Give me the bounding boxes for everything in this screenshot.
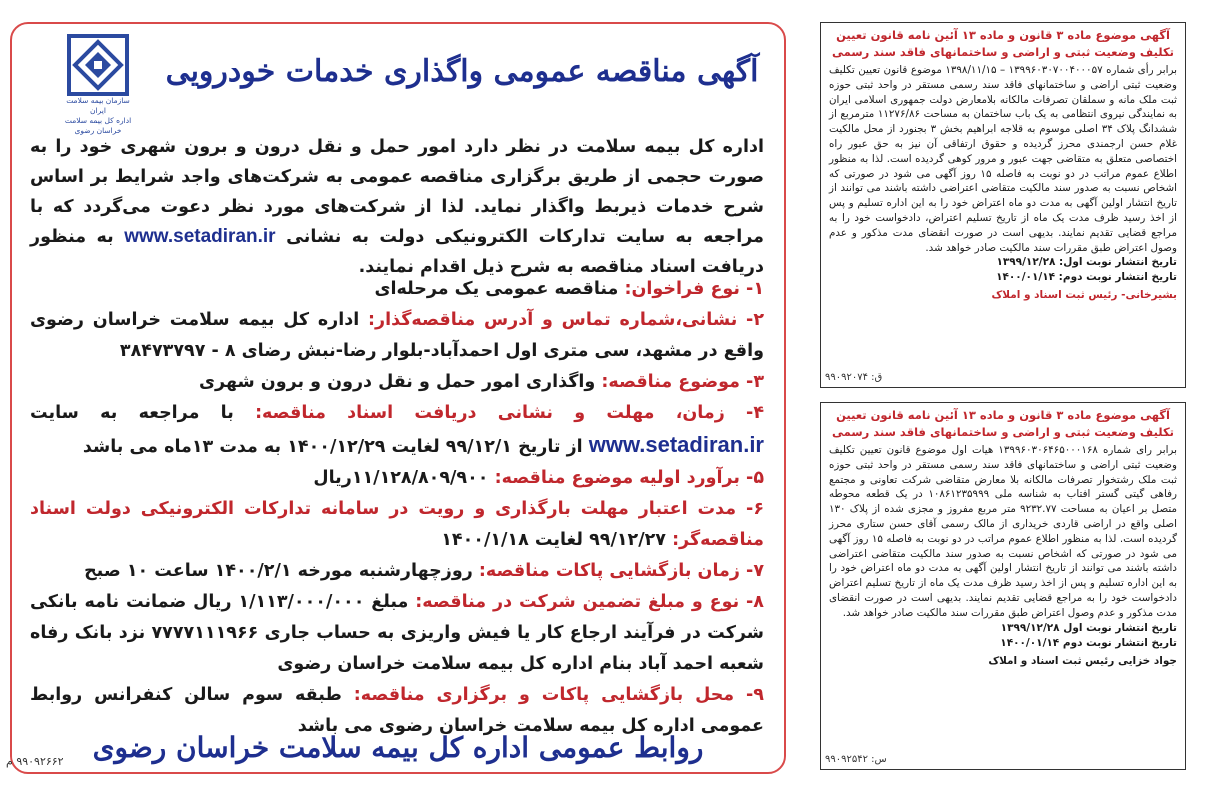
item-text: مناقصه عمومی یک مرحله‌ای [374, 279, 625, 299]
notice-signature: جواد خزایی رئیس ثبت اسناد و املاک [988, 654, 1177, 667]
notice-body: برابر رأی شماره ۱۳۹۹۶۰۳۰۷۰۰۴۰۰۰۵۷ – ۱۳۹۸/۱۱/۱۵ موضوع قانون تعیین تکلیف وضعیت ثبتی اراضی و ساختمانهای فاقد سند رسمی مستقر در واحد ثبتی حوزه ثبت ملک مانه و سملقان تصرفات مالکانه بلامعارض دولت جمهوری اسلامی ایران به نمایندگی نیروی انتظامی به یک باب ساختمان به مساحت ۱۱۲۷۶/۸۶ مترمربع از ششدانگ پلاک ۳۴ اصلی موسوم به قلاجه ابراهیم بخش ۳ بجنورد از محل مالکیت غلام حسن ارجمندی محرز گردیده و حقوق ارتفاقی آن نیز به حق عبور راه اختصاصی متعلق به متقاضی جهت عبور و مرور کوهی گردیده است. لذا به منظور اطلاع عموم مراتب در دو نوبت به فاصله ۱۵ روز آگهی می شود در صورتی که اشخاص نسبت به صدور سند مالکیت متقاضی اعتراضی داشته باشند می توانند از تاریخ انتشار اولین آگهی به مدت دو ماه اعتراض خود را به این اداره تسلیم و پس از اخذ رسید ظرف مدت یک ماه از تاریخ تسلیم اعتراض، دادخواست خود را به مراجع قضایی تقدیم نمایند. بدیهی است در صورت انقضای مدت مذکور و عدم وصول اعتراض طبق مقررات سند مالکیت صادر خواهد شد. [829, 64, 1178, 254]
item-label: ۵- برآورد اولیه موضوع مناقصه: [494, 468, 764, 488]
item-4 [30, 398, 764, 463]
item-label: ۹- محل بازگشایی پاکات و برگزاری مناقصه: [353, 685, 764, 705]
item-text: با مراجعه به سایت [30, 403, 256, 423]
item-5 [30, 463, 764, 494]
notice-date-2: تاریخ انتشار نوبت دوم ۱۴۰۰/۰۱/۱۴ [1000, 636, 1177, 649]
item-text: مبلغ ۱/۱۱۳/۰۰۰/۰۰۰ ریال ضمانت نامه بانکی شرکت در فرآیند ارجاع کار یا فیش واریزی به حساب جاری ۷۷۷۷۱۱۱۹۶۶ نزد بانک رفاه شعبه احمد آباد بنام اداره کل بیمه سلامت خراسان رضوی [30, 592, 764, 674]
item-text: طبقه سوم سالن کنفرانس روابط عمومی اداره کل بیمه سلامت خراسان رضوی می باشد [30, 685, 764, 736]
item-label: ۴- زمان، مهلت و نشانی دریافت اسناد مناقصه: [255, 403, 764, 423]
item-2 [30, 305, 764, 367]
tender-items [30, 274, 764, 742]
item-text: ۹۹/۱۲/۲۷ لغایت ۱۴۰۰/۱/۱۸ [441, 530, 673, 550]
tender-advertisement [6, 22, 786, 774]
main-footer-signature: روابط عمومی اداره کل بیمه سلامت خراسان رضوی [92, 731, 704, 764]
notice-top [820, 22, 1186, 388]
notice-date-1: تاریخ انتشار نوبت اول ۱۳۹۹/۱۲/۲۸ [1000, 621, 1177, 634]
main-title: آگهی مناقصه عمومی واگذاری خدمات خودرویی [165, 54, 759, 89]
item-label: ۳- موضوع مناقصه: [601, 372, 764, 392]
item-text-2: از تاریخ ۹۹/۱۲/۱ لغایت ۱۴۰۰/۱۲/۲۹ به مدت ۱۳ماه می باشد [82, 437, 589, 457]
ad-code: ۹۹۰۹۲۶۶۲ م [6, 755, 64, 768]
item-label: ۸- نوع و مبلغ تضمین شرکت در مناقصه: [415, 592, 764, 612]
notice-code: ۹۹۰۹۲۵۴۲ :س [825, 754, 887, 765]
logo-caption-1: سازمان بیمه سلامت ایران [66, 96, 130, 115]
notice-signature: بشیرخانی- رئیس ثبت اسناد و املاک [991, 289, 1177, 302]
notice-body: برابر رای شماره ۱۳۹۹۶۰۳۰۶۴۶۵۰۰۰۱۶۸ هیات اول موضوع قانون تعیین تکلیف وضعیت ثبتی اراضی و ساختمانهای فاقد سند رسمی مستقر در واحد ثبتی حوزه ثبت ملک رشتخوار تصرفات مالکانه بلا معارض متقاضی شرکت تعاونی و مجتمع رفاهی گیتی گستر افتاب به شناسه ملی ۱۰۸۶۱۲۳۵۹۹۹ در یک قطعه محوطه متصل بر اعیان به مساحت ۹۲۳۲.۷۷ متر مربع مفروز و مجزی شده از پلاک ۱۳۰ اصلی واقع در اراضی قاردی خریداری از مالک رسمی آقای حسن ستاری محرز گردیده است. لذا به منظور اطلاع عموم مراتب در دو نوبت به فاصله ۱۵ روز آگهی می شود در صورتی که اشخاص نسبت به صدور سند مالکیت متقاضی اعتراضی داشته باشند می توانند از تاریخ انتشار اولین آگهی به مدت دو ماه اعتراض خود را به این اداره تسلیم و پس از اخذ رسید ظرف مدت یک ماه از تاریخ تسلیم اعتراض دادخواست خود را به مراجع قضایی تقدیم نمایند. بدیهی است در صورت انقضای مدت مذکور و عدم وصول اعتراض طبق مقررات سند مالکیت صادر خواهد شد. [829, 444, 1177, 619]
notice-code: ۹۹۰۹۲۰۷۴ :ق [825, 372, 883, 383]
intro-paragraph [30, 132, 764, 282]
item-url: www.setadiran.ir [588, 432, 764, 457]
logo-caption-2: اداره کل بیمه سلامت خراسان رضوی [64, 116, 132, 135]
item-text: واگذاری امور حمل و نقل درون و برون شهری [199, 372, 602, 392]
item-label: ۷- زمان بازگشایی پاکات مناقصه: [478, 561, 764, 581]
item-label: ۶- مدت اعتبار مهلت بارگذاری و رویت در سامانه تدارکات الکترونیکی دولت اسناد مناقصه‌گر: [30, 499, 764, 550]
notice-title: آگهی موضوع ماده ۳ قانون و ماده ۱۳ آئین نامه قانون تعیین تکلیف وضعیت ثبتی و اراضی و ساختمانهای فاقد سند رسمی [832, 408, 1174, 439]
item-1 [30, 274, 764, 305]
item-label: ۱- نوع فراخوان: [624, 279, 764, 299]
item-8 [30, 587, 764, 680]
item-6 [30, 494, 764, 556]
notice-date-2: تاریخ انتشار نوبت دوم: ۱۴۰۰/۰۱/۱۴ [996, 271, 1177, 284]
notice-date-1: تاریخ انتشار نوبت اول: ۱۳۹۹/۱۲/۲۸ [996, 256, 1177, 269]
intro-text-1: اداره کل بیمه سلامت در نظر دارد امور حمل و نقل درون و برون شهری خود را به صورت حجمی از طریق برگزاری مناقصه عمومی به شرکت‌های واجد شرایط بر اساس شرح خدمات ذیربط واگذار نماید. لذا از شرکت‌های مورد نظر دعوت می‌گردد که با مراجعه به سایت تدارکات الکترونیکی دولت به نشانی [30, 137, 765, 247]
item-text: روزچهارشنبه مورخه ۱۴۰۰/۲/۱ ساعت ۱۰ صبح [84, 561, 479, 581]
logo [60, 34, 136, 134]
health-insurance-logo-icon [67, 34, 129, 96]
item-label: ۲- نشانی،شماره تماس و آدرس مناقصه‌گذار: [368, 310, 764, 330]
intro-url: www.setadiran.ir [124, 226, 276, 247]
notice-bottom [820, 402, 1186, 770]
item-text: اداره کل بیمه سلامت خراسان رضوی واقع در مشهد، سی متری اول احمدآباد-بلوار رضا-نبش رضای ۸ - ۳۸۴۷۳۷۹۷ [30, 310, 764, 361]
item-3 [30, 367, 764, 398]
notice-title: آگهی موضوع ماده ۳ قانون و ماده ۱۳ آئین نامه قانون تعیین تکلیف وضعیت ثبتی و اراضی و ساختمانهای فاقد سند رسمی [832, 28, 1174, 59]
item-text: ۱۱/۱۲۸/۸۰۹/۹۰۰ریال [313, 468, 495, 488]
intro-text-2: به منظور دریافت اسناد مناقصه به شرح ذیل اقدام نمایند. [30, 227, 764, 277]
item-7 [30, 556, 764, 587]
